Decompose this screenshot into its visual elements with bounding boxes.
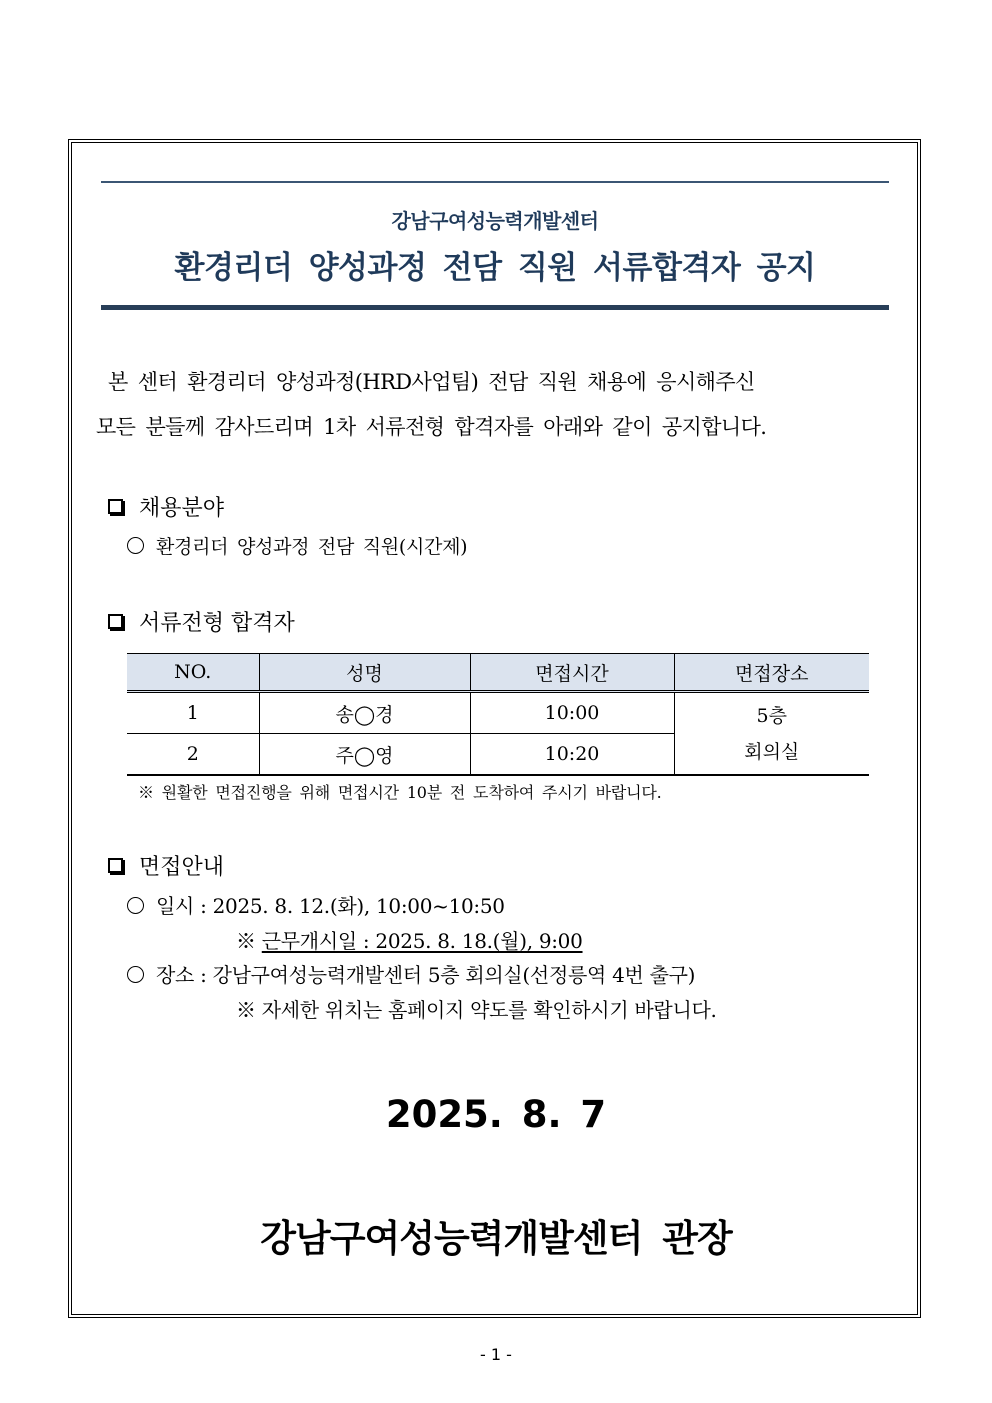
notice-date: 2025. 8. 7 — [385, 1093, 607, 1136]
place-floor: 5층 — [756, 704, 787, 727]
square-bullet-icon — [108, 614, 123, 629]
col-header-name: 성명 — [259, 654, 470, 692]
section-recruit-label: 채용분야 — [139, 496, 225, 521]
notice-title: 환경리더 양성과정 전담 직원 서류합격자 공지 — [174, 250, 816, 286]
results-table — [127, 653, 869, 776]
cell-no: 1 — [127, 692, 259, 734]
cell-time: 10:00 — [470, 692, 674, 734]
work-start-text: 근무개시일 : 2025. 8. 18.(월), 9:00 — [261, 929, 583, 953]
section-recruit-heading — [108, 491, 224, 522]
cell-time: 10:20 — [470, 734, 674, 776]
col-header-place: 면접장소 — [674, 654, 869, 692]
interview-schedule-text: 일시 : 2025. 8. 12.(화), 10:00~10:50 — [156, 894, 505, 918]
intro-line-2: 모든 분들께 감사드리며 1차 서류전형 합격자를 아래와 같이 공지합니다. — [96, 415, 767, 439]
interview-schedule — [127, 890, 505, 919]
recruit-field-text: 환경리더 양성과정 전담 직원(시간제) — [156, 536, 468, 558]
interview-place — [127, 959, 695, 988]
interview-place-text: 장소 : 강남구여성능력개발센터 5층 회의실(선정릉역 4번 출구) — [156, 963, 696, 987]
section-results-heading — [108, 606, 295, 637]
cell-place — [674, 692, 869, 776]
recruit-field — [127, 532, 467, 559]
section-results-label: 서류전형 합격자 — [139, 611, 295, 636]
intro-line-1: 본 센터 환경리더 양성과정(HRD사업팀) 전담 직원 채용에 응시해주신 — [108, 370, 755, 394]
signer: 강남구여성능력개발센터 관장 — [260, 1217, 732, 1260]
cell-no: 2 — [127, 734, 259, 776]
work-start-line — [236, 925, 583, 954]
org-name: 강남구여성능력개발센터 — [391, 209, 599, 233]
reference-mark: ※ — [236, 929, 256, 953]
cell-name: 주◯영 — [259, 734, 470, 776]
table-row — [127, 692, 869, 734]
col-header-time: 면접시간 — [470, 654, 674, 692]
page-number: - 1 - — [480, 1345, 512, 1364]
col-header-no: NO. — [127, 654, 259, 692]
circle-bullet-icon — [127, 897, 144, 914]
cell-name: 송◯경 — [259, 692, 470, 734]
square-bullet-icon — [108, 499, 123, 514]
circle-bullet-icon — [127, 966, 144, 983]
header-top-rule — [101, 181, 889, 183]
section-interview-label: 면접안내 — [139, 855, 225, 880]
circle-bullet-icon — [127, 537, 144, 554]
square-bullet-icon — [108, 858, 123, 873]
header-bottom-rule — [101, 305, 889, 310]
section-interview-heading — [108, 850, 224, 881]
location-note: ※ 자세한 위치는 홈페이지 약도를 확인하시기 바랍니다. — [236, 998, 717, 1022]
arrival-note: ※ 원활한 면접진행을 위해 면접시간 10분 전 도착하여 주시기 바랍니다. — [138, 783, 662, 802]
table-header-row — [127, 654, 869, 692]
place-room: 회의실 — [744, 740, 800, 763]
